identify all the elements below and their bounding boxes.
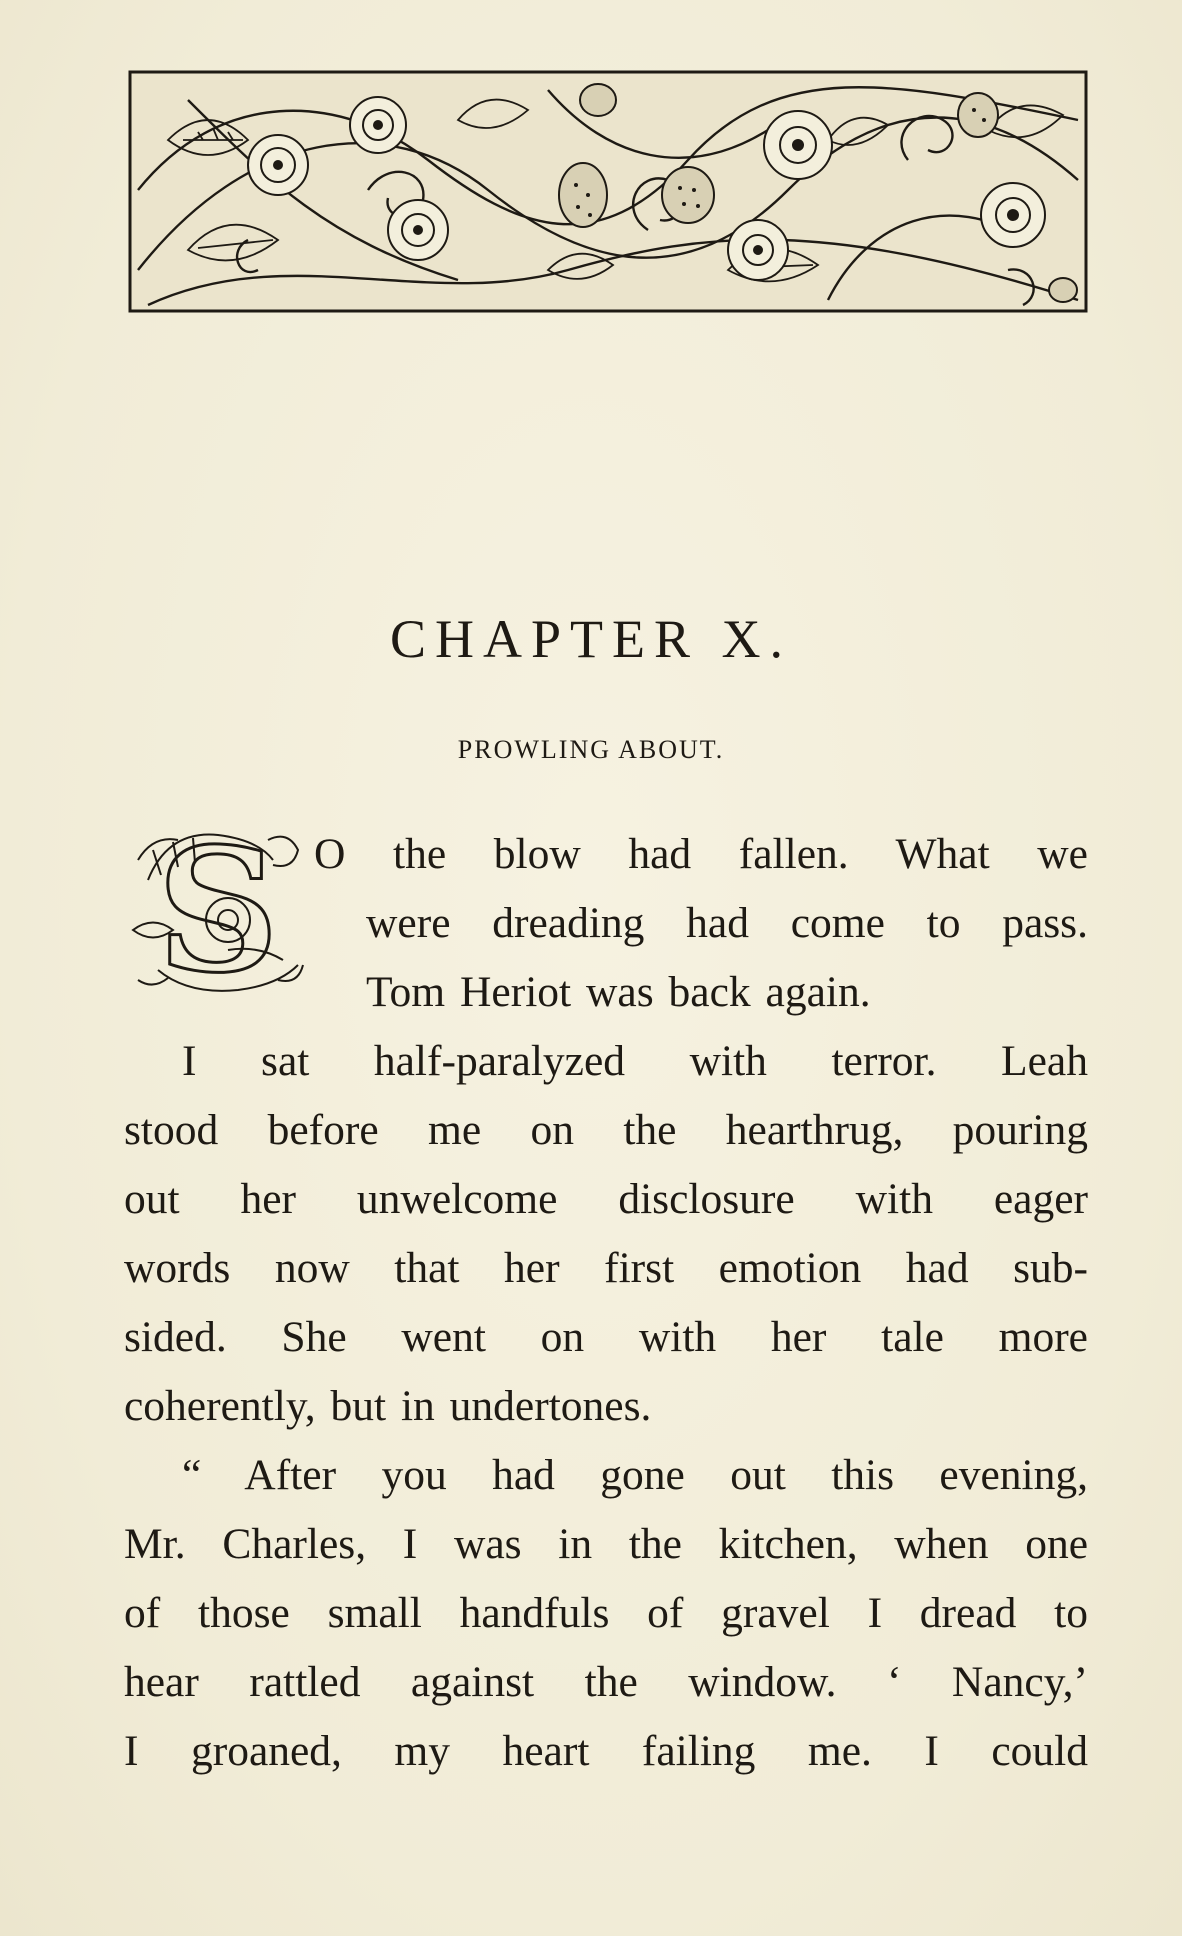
chapter-subtitle: PROWLING ABOUT. [457, 735, 725, 764]
text-line: I groaned, my heart failing me. I could [124, 1727, 1088, 1775]
text-line: out her unwelcome disclosure with eager [124, 1175, 1088, 1223]
text-line: stood before me on the hearthrug, pouring [124, 1106, 1088, 1154]
text-line: sided. She went on with her tale more [124, 1313, 1088, 1361]
text-line: hear rattled against the window. ‘ Nancy,’ [124, 1658, 1088, 1706]
text-line: Mr. Charles, I was in the kitchen, when one [124, 1520, 1088, 1568]
floral-headpiece-ornament [128, 70, 1088, 313]
text-line: I sat half-paralyzed with terror. Leah [182, 1037, 1088, 1085]
dropcap-letter: S [156, 820, 280, 1004]
text-line: coherently, but in undertones. [124, 1382, 652, 1430]
text-line: of those small handfuls of gravel I dread to [124, 1589, 1088, 1637]
text-line: “ After you had gone out this evening, [182, 1451, 1088, 1499]
text-line: words now that her first emotion had sub- [124, 1244, 1088, 1292]
text-line: O the blow had fallen. What we [314, 830, 1088, 878]
text-line: Tom Heriot was back again. [366, 968, 871, 1016]
text-line: were dreading had come to pass. [366, 899, 1088, 947]
ornamental-drop-cap [128, 820, 308, 1004]
chapter-title: CHAPTER X. [389, 609, 793, 669]
